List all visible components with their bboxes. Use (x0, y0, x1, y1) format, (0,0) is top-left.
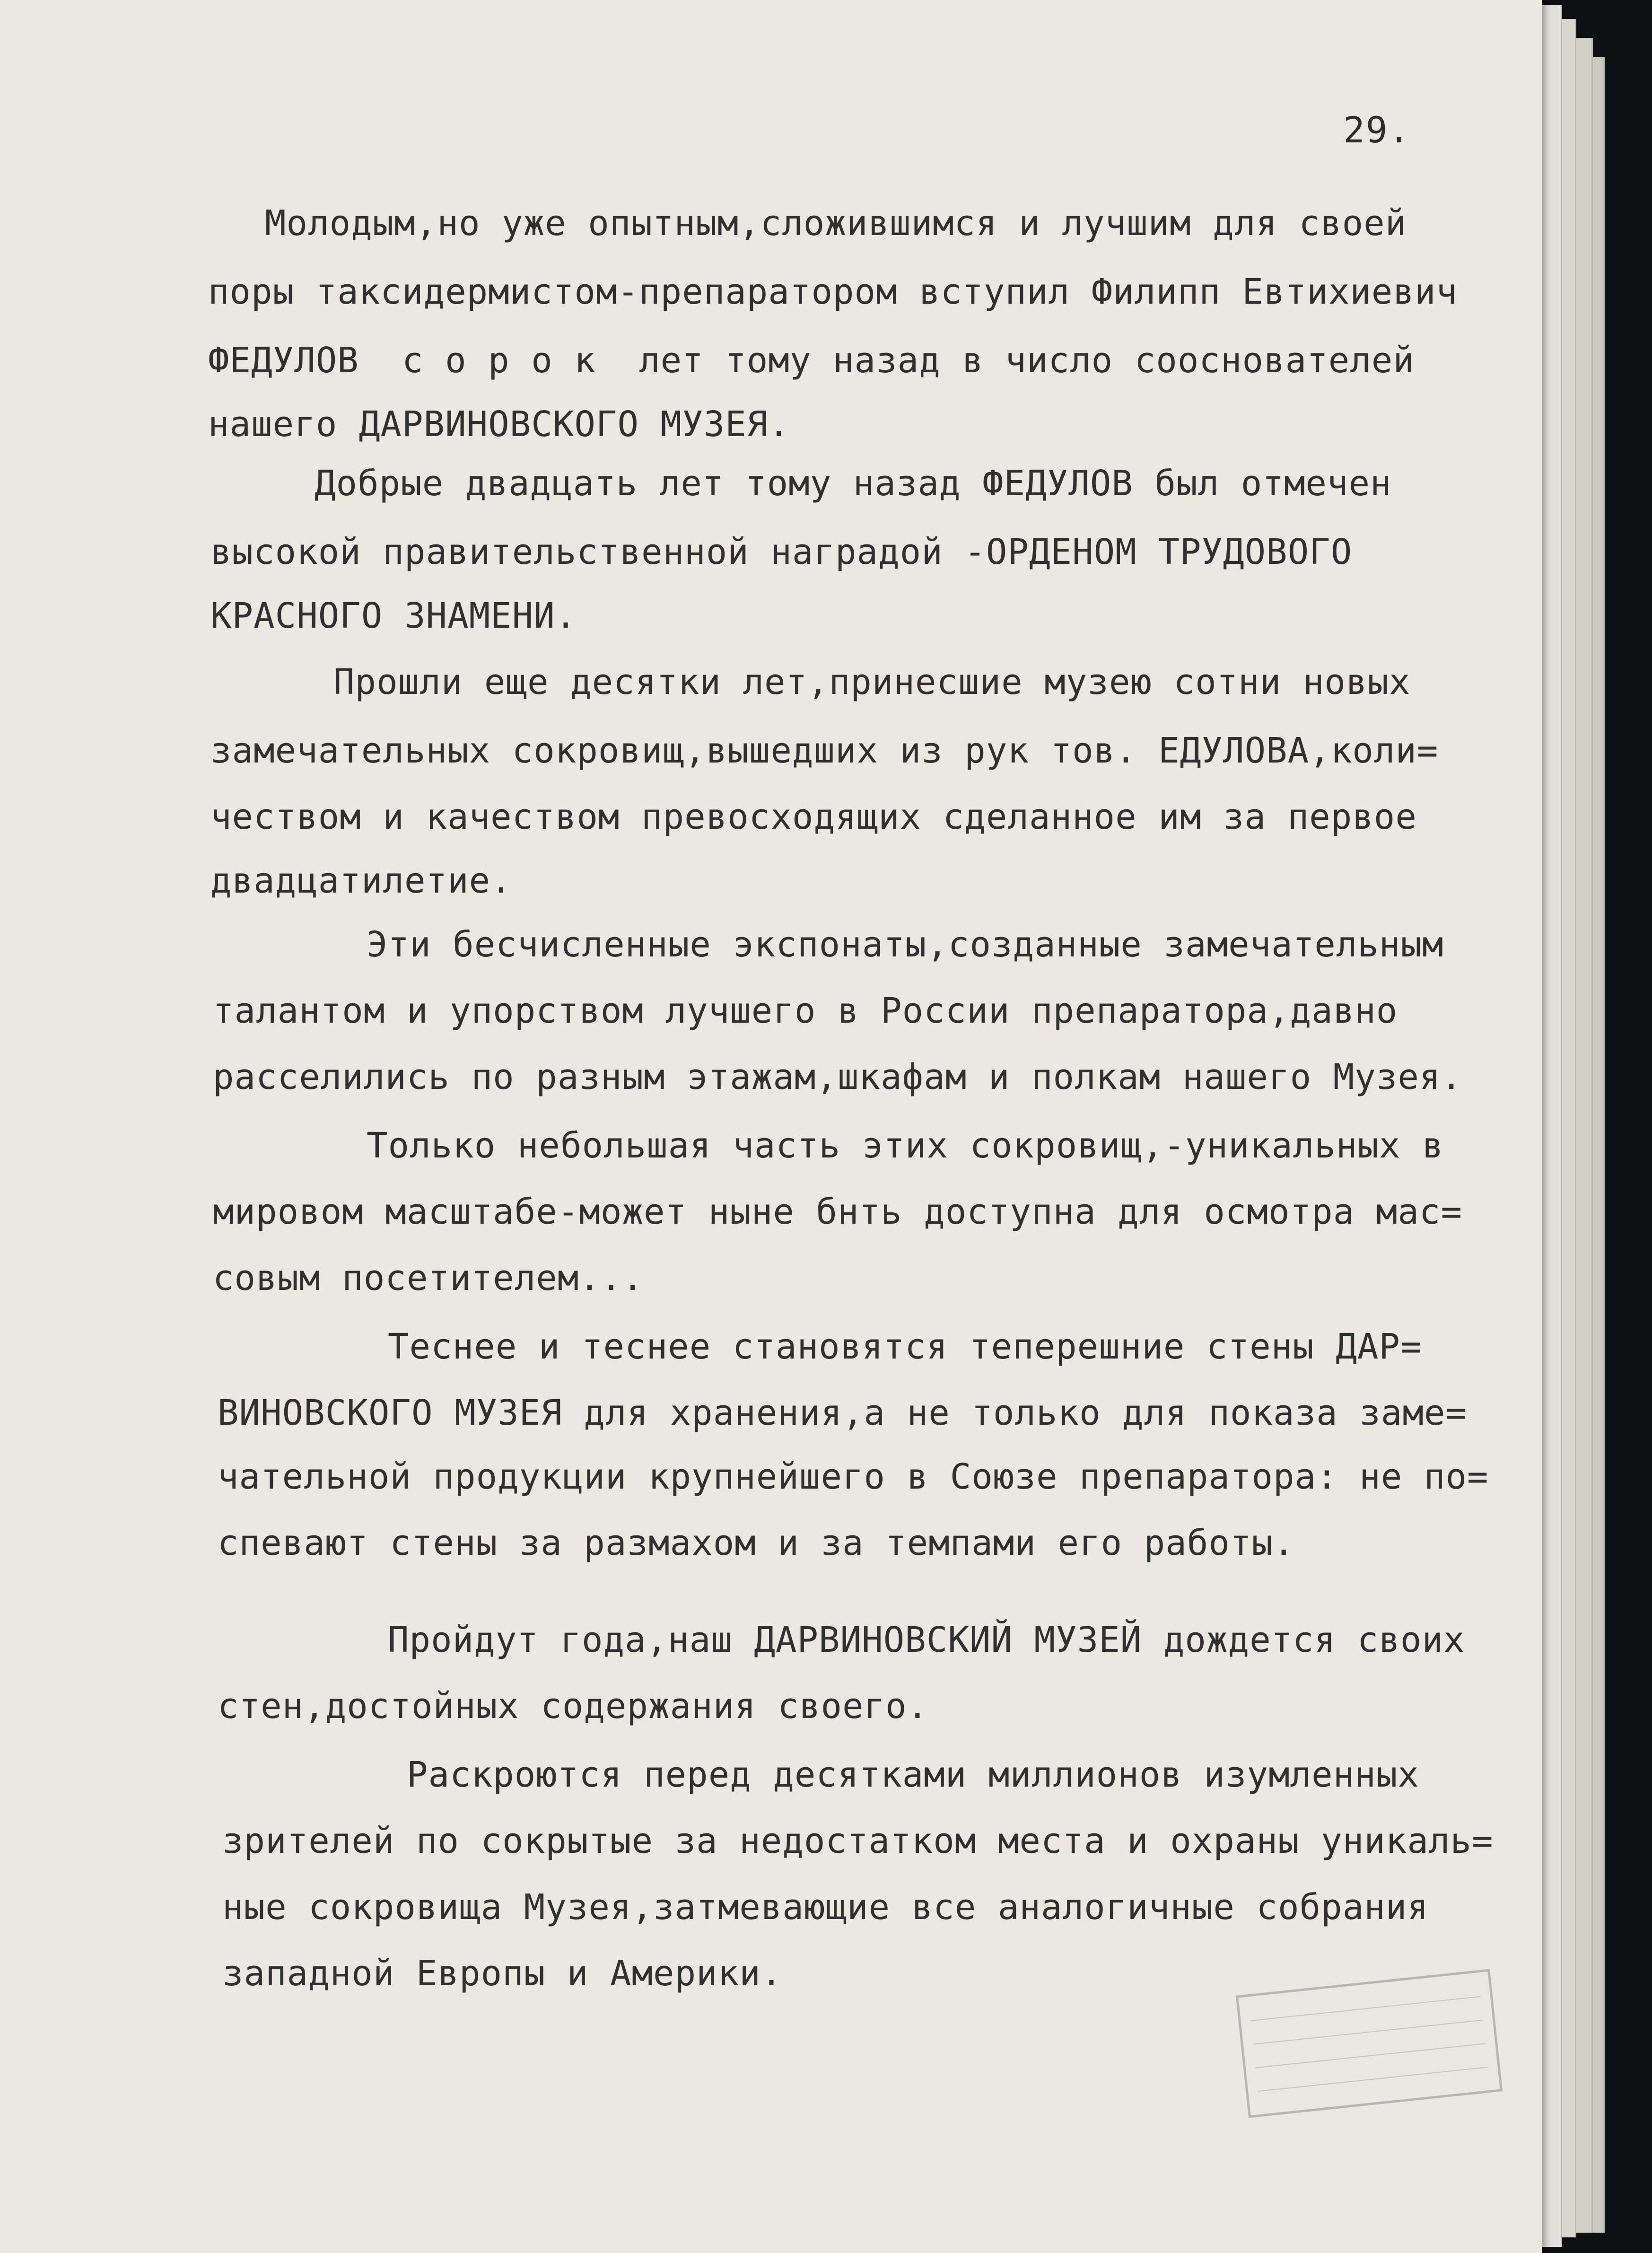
text-line: Добрые двадцать лет тому назад ФЕДУЛОВ был отмечен (315, 463, 1392, 504)
text-line: зрителей по сокрытые за недостатком места и охраны уникаль= (222, 1821, 1494, 1861)
text-line: расселились по разным этажам,шкафам и полкам нашего Музея. (213, 1057, 1463, 1097)
text-line: высокой правительственной наградой -ОРДЕНОМ ТРУДОВОГО (210, 532, 1353, 572)
text-line: Прошли еще десятки лет,принесшие музею сотни новых (333, 662, 1411, 702)
text-line: поры таксидермистом-препаратором вступил Филипп Евтихиевич (208, 272, 1458, 312)
archive-stamp (1236, 1969, 1503, 2118)
text-line: западной Европы и Америки. (222, 1953, 783, 1994)
text-line: ВИНОВСКОГО МУЗЕЯ для хранения,а не только для показа заме= (218, 1393, 1468, 1433)
text-line: Молодым,но уже опытным,сложившимся и лучшим для своей (265, 203, 1407, 244)
text-line: Раскроются перед десятками миллионов изумленных (407, 1754, 1419, 1795)
text-line: нашего ДАРВИНОВСКОГО МУЗЕЯ. (208, 404, 790, 445)
text-line: замечательных сокровищ,вышедших из рук тов. ЕДУЛОВА,коли= (210, 730, 1439, 771)
text-line: Эти бесчисленные экспонаты,созданные замечательным (367, 924, 1444, 965)
text-line: Только небольшая часть этих сокровищ,-уникальных в (367, 1125, 1444, 1166)
text-line: КРАСНОГО ЗНАМЕНИ. (210, 596, 577, 636)
text-line: Пройдут года,наш ДАРВИНОВСКИЙ МУЗЕЙ дождется своих (388, 1620, 1465, 1660)
text-line: спевают стены за размахом и за темпами его работы. (218, 1523, 1295, 1563)
text-line: ные сокровища Музея,затмевающие все аналогичные собрания (222, 1887, 1429, 1928)
text-line: талантом и упорством лучшего в России препаратора,давно (213, 991, 1398, 1031)
text-line: мировом масштабе-может ныне бнть доступна для осмотра мас= (213, 1192, 1463, 1232)
text-line: стен,достойных содержания своего. (218, 1686, 929, 1727)
text-line: Теснее и теснее становятся теперешние стены ДАР= (388, 1326, 1422, 1367)
text-line: чательной продукции крупнейшего в Союзе препаратора: не по= (218, 1456, 1489, 1497)
page-number: 29. (1343, 109, 1411, 151)
text-line: ФЕДУЛОВ с о р о к лет тому назад в число сооснователей (208, 340, 1415, 381)
text-line: двадцатилетие. (210, 860, 512, 901)
text-line: чеством и качеством превосходящих сделанное им за первое (210, 797, 1417, 837)
text-line: совым посетителем... (213, 1258, 644, 1298)
